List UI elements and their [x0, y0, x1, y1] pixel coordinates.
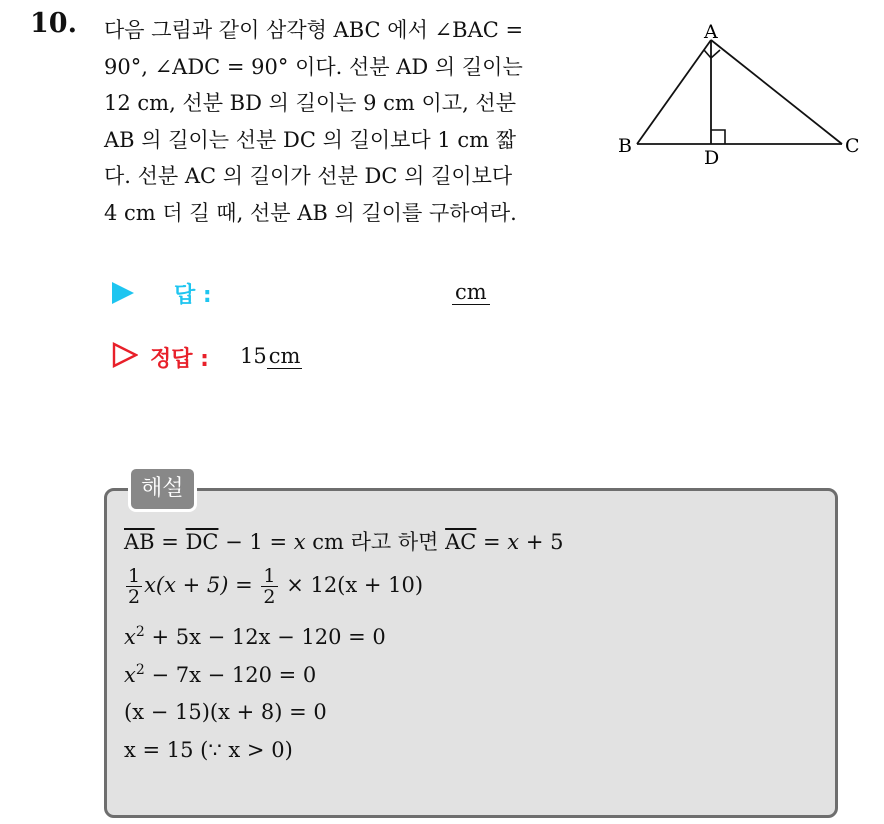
answer-row: [112, 278, 512, 314]
correct-answer-number: 15: [240, 344, 267, 368]
variable-x: x: [293, 530, 306, 554]
triangle-figure: [612, 20, 872, 180]
label-b: B: [618, 135, 632, 157]
denominator: 2: [128, 586, 141, 608]
text: cm 라고 하면: [305, 530, 446, 554]
text: =: [154, 530, 186, 554]
question-line: 90°, ∠ADC = 90° 이다. 선분 AD 의 길이는: [104, 54, 523, 79]
label-c: C: [845, 135, 860, 157]
side-ac: [711, 40, 842, 144]
text: x(x + 5) =: [144, 573, 260, 597]
label-a: A: [704, 21, 718, 43]
text: + 5: [519, 530, 564, 554]
solution-line-1: [124, 526, 563, 566]
solution-line-2: [124, 566, 563, 624]
answer-input[interactable]: cm: [452, 280, 490, 305]
outline-triangle-icon: [112, 342, 138, 368]
text: + 5x − 12x − 120 = 0: [144, 625, 386, 649]
denominator: 2: [263, 586, 276, 608]
right-angle-mark-d: [711, 130, 725, 144]
question-line: AB 의 길이는 선분 DC 의 길이보다 1 cm 짧: [104, 127, 517, 152]
solution-line-4: [124, 662, 563, 700]
correct-answer-unit: cm: [268, 344, 301, 368]
solution-lines: [124, 526, 563, 776]
text: × 12(x + 10): [279, 573, 424, 597]
correct-answer-label: 정답 :: [150, 347, 209, 372]
segment-ab: $\overline{AB}$: [124, 530, 155, 554]
answer-label: 답 :: [174, 283, 212, 308]
variable-x: x: [124, 663, 136, 687]
solution-line-3: [124, 624, 563, 662]
solution-line-6: x = 15 (∵ x > 0): [124, 738, 293, 762]
question-line: 4 cm 더 길 때, 선분 AB 의 길이를 구하여라.: [104, 200, 517, 225]
segment-dc: $\overline{DC}$: [185, 530, 219, 554]
side-ab: [637, 40, 711, 144]
question-line: 다. 선분 AC 의 길이가 선분 DC 의 길이보다: [104, 164, 513, 188]
numerator: 1: [263, 565, 276, 587]
correct-answer-value: [240, 344, 302, 368]
label-d: D: [704, 147, 720, 169]
fraction: [261, 566, 277, 607]
text: − 1 =: [218, 530, 294, 554]
right-angle-mark-a: [704, 50, 720, 58]
solution-line-5: (x − 15)(x + 8) = 0: [124, 700, 327, 724]
variable-x: x: [507, 530, 520, 554]
numerator: 1: [128, 565, 141, 587]
fraction: [126, 566, 142, 607]
question-number: 10.: [30, 8, 77, 39]
question-line: 12 cm, 선분 BD 의 길이는 9 cm 이고, 선분: [104, 91, 516, 115]
variable-x: x: [124, 625, 136, 649]
segment-ac: $\overline{AC}$: [445, 530, 477, 554]
play-triangle-icon: [112, 282, 134, 304]
question-text: [104, 12, 604, 231]
correct-answer-row: [112, 342, 512, 378]
text: − 7x − 120 = 0: [144, 663, 317, 687]
exponent: 2: [135, 662, 145, 678]
solution-tab: 해설: [128, 466, 197, 512]
exponent: 2: [135, 624, 145, 640]
question-line: 다음 그림과 같이 삼각형 ABC 에서 ∠BAC =: [104, 18, 524, 42]
text: =: [476, 530, 508, 554]
